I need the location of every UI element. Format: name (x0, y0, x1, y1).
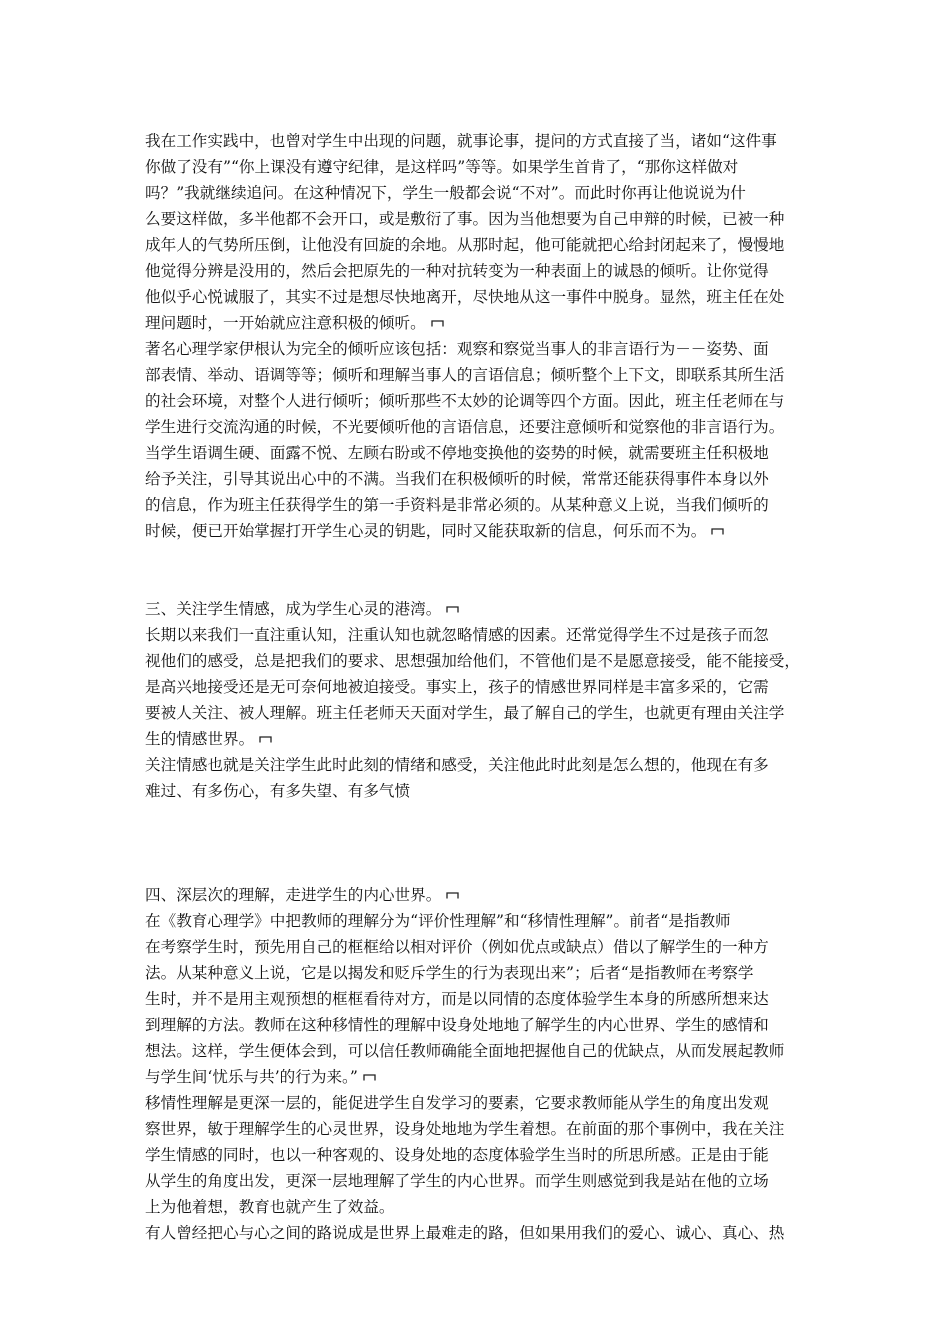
line-text: 当学生语调生硬、面露不悦、左顾右盼或不停地变换他的姿势的时候，就需要班主任积极地 (145, 444, 769, 462)
line-text: 与学生间‘忧乐与共’的行为来。” (145, 1068, 358, 1086)
paragraph-mark-icon (259, 736, 272, 743)
line-text: 有人曾经把心与心之间的路说成是世界上最难走的路，但如果用我们的爱心、诚心、真心、热 (145, 1224, 785, 1242)
line-text: 学生情感的同时，也以一种客观的、设身处地的态度体验学生当时的所思所感。正是由于能 (145, 1146, 769, 1164)
line-text: 难过、有多伤心，有多失望、有多气愤 (145, 782, 411, 800)
line-text: 部表情、举动、语调等等；倾听和理解当事人的言语信息；倾听整个上下文，即联系其所生活 (145, 366, 785, 384)
line-text: 上为他着想，教育也就产生了效益。 (145, 1198, 395, 1216)
text-line (145, 466, 825, 492)
line-text: 的信息，作为班主任获得学生的第一手资料是非常必须的。从某种意义上说，当我们倾听的 (145, 496, 769, 514)
line-text: 么要这样做，多半他都不会开口，或是敷衍了事。因为当他想要为自己申辩的时候，已被一种 (145, 210, 785, 228)
text-line (145, 1220, 825, 1246)
text-line (145, 1038, 825, 1064)
text-line (145, 180, 825, 206)
text-line (145, 258, 825, 284)
text-line (145, 882, 825, 908)
paragraph-mark-icon (446, 892, 459, 899)
text-line (145, 726, 825, 752)
text-line (145, 1116, 825, 1142)
line-text: 吗？”我就继续追问。在这种情况下，学生一般都会说“不对”。而此时你再让他说说为什 (145, 184, 746, 202)
line-text: 他似乎心悦诚服了，其实不过是想尽快地离开，尽快地从这一事件中脱身。显然，班主任在处 (145, 288, 785, 306)
text-line (145, 1012, 825, 1038)
text-line (145, 674, 825, 700)
line-text: 理问题时，一开始就应注意积极的倾听。 (145, 314, 426, 332)
text-line (145, 362, 825, 388)
text-line (145, 648, 825, 674)
text-line (145, 596, 825, 622)
line-text: 到理解的方法。教师在这种移情性的理解中设身处地地了解学生的内心世界、学生的感情和 (145, 1016, 769, 1034)
text-line (145, 128, 825, 154)
line-text: 想法。这样，学生便体会到，可以信任教师确能全面地把握他自己的优缺点，从而发展起教师 (145, 1042, 785, 1060)
line-text: 时候，便已开始掌握打开学生心灵的钥匙，同时又能获取新的信息，何乐而不为。 (145, 522, 707, 540)
text-line (145, 440, 825, 466)
text-line (145, 1090, 825, 1116)
line-text: 我在工作实践中，也曾对学生中出现的问题，就事论事，提问的方式直接了当，诸如“这件事 (145, 132, 777, 150)
line-text: 在考察学生时，预先用自己的框框给以相对评价（例如优点或缺点）借以了解学生的一种方 (145, 938, 769, 956)
line-text: 四、深层次的理解，走进学生的内心世界。 (145, 886, 442, 904)
line-text: 视他们的感受，总是把我们的要求、思想强加给他们，不管他们是不是愿意接受，能不能接受， (145, 652, 800, 670)
line-text: 长期以来我们一直注重认知，注重认知也就忽略情感的因素。还常觉得学生不过是孩子而忽 (145, 626, 769, 644)
text-line (145, 206, 825, 232)
line-text: 关注情感也就是关注学生此时此刻的情绪和感受，关注他此时此刻是怎么想的，他现在有多 (145, 756, 769, 774)
text-line (145, 1168, 825, 1194)
line-text: 你做了没有”“你上课没有遵守纪律，是这样吗”等等。如果学生首肯了，“那你这样做对 (145, 158, 739, 176)
line-text: 察世界，敏于理解学生的心灵世界，设身处地地为学生着想。在前面的那个事例中，我在关注 (145, 1120, 785, 1138)
text-line (145, 622, 825, 648)
line-text: 是高兴地接受还是无可奈何地被迫接受。事实上，孩子的情感世界同样是丰富多采的，它需 (145, 678, 769, 696)
paragraph-mark-icon (711, 528, 724, 535)
line-text: 成年人的气势所压倒，让他没有回旋的余地。从那时起，他可能就把心给封闭起来了，慢慢地 (145, 236, 785, 254)
text-line (145, 336, 825, 362)
line-text: 学生进行交流沟通的时候，不光要倾听他的言语信息，还要注意倾听和觉察他的非言语行为。 (145, 418, 785, 436)
line-text: 著名心理学家伊根认为完全的倾听应该包括：观察和察觉当事人的非言语行为－－姿势、面 (145, 340, 769, 358)
line-text: 要被人关注、被人理解。班主任老师天天面对学生，最了解自己的学生，也就更有理由关注学 (145, 704, 785, 722)
text-line (145, 986, 825, 1012)
text-line (145, 518, 825, 544)
text-line (145, 960, 825, 986)
text-line (145, 1064, 825, 1090)
text-line (145, 752, 825, 778)
text-line (145, 414, 825, 440)
line-text: 在《教育心理学》中把教师的理解分为“评价性理解”和“移情性理解”。前者“是指教师 (145, 912, 731, 930)
text-line (145, 310, 825, 336)
text-line (145, 778, 825, 804)
text-line (145, 908, 825, 934)
text-line (145, 700, 825, 726)
text-line (145, 284, 825, 310)
line-text: 生的情感世界。 (145, 730, 255, 748)
line-text: 生时，并不是用主观预想的框框看待对方，而是以同情的态度体验学生本身的所感所想来达 (145, 990, 769, 1008)
line-text: 从学生的角度出发，更深一层地理解了学生的内心世界。而学生则感觉到我是站在他的立场 (145, 1172, 769, 1190)
line-text: 他觉得分辨是没用的，然后会把原先的一种对抗转变为一种表面上的诚恳的倾听。让你觉得 (145, 262, 769, 280)
line-text: 的社会环境，对整个人进行倾听；倾听那些不太妙的论调等四个方面。因此，班主任老师在与 (145, 392, 785, 410)
line-text: 法。从某种意义上说，它是以揭发和贬斥学生的行为表现出来”；后者“是指教师在考察学 (145, 964, 754, 982)
text-line (145, 388, 825, 414)
text-line (145, 492, 825, 518)
line-text: 给予关注，引导其说出心中的不满。当我们在积极倾听的时候，常常还能获得事件本身以外 (145, 470, 769, 488)
text-line (145, 1194, 825, 1220)
text-line (145, 154, 825, 180)
paragraph-mark-icon (431, 320, 444, 327)
text-line (145, 232, 825, 258)
line-text: 三、关注学生情感，成为学生心灵的港湾。 (145, 600, 442, 618)
text-line (145, 1142, 825, 1168)
paragraph-mark-icon (363, 1074, 376, 1081)
line-text: 移情性理解是更深一层的，能促进学生自发学习的要素，它要求教师能从学生的角度出发观 (145, 1094, 769, 1112)
paragraph-mark-icon (446, 606, 459, 613)
text-line (145, 934, 825, 960)
